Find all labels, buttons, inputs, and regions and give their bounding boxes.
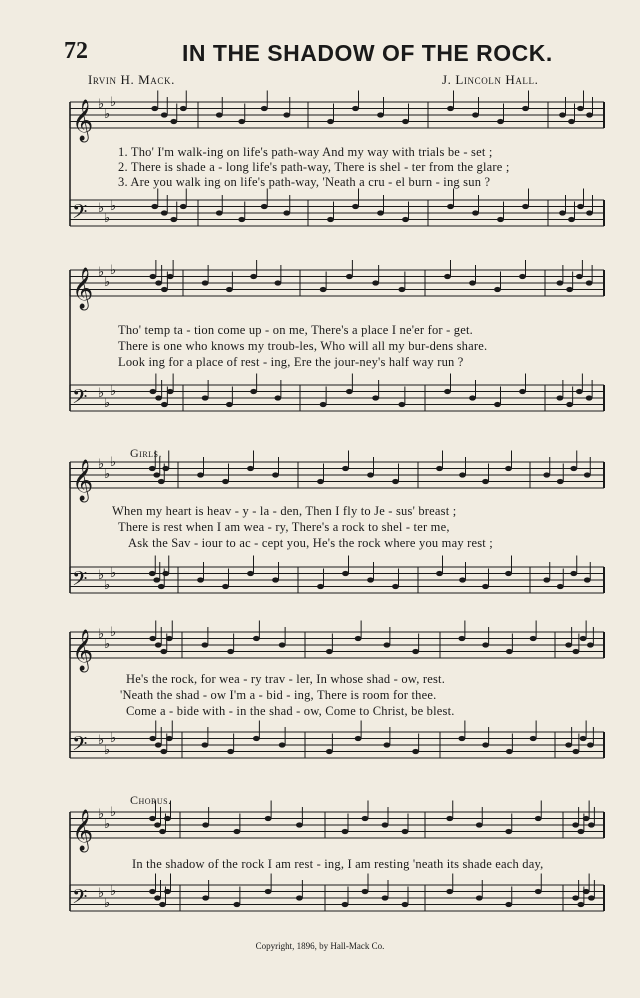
note-head bbox=[586, 112, 593, 117]
note-head bbox=[274, 280, 281, 285]
note-head bbox=[167, 274, 174, 279]
flat-icon: ♭ bbox=[104, 396, 111, 411]
note-head bbox=[160, 649, 167, 654]
note-head bbox=[587, 642, 594, 647]
note-head bbox=[586, 395, 593, 400]
note-head bbox=[197, 472, 204, 477]
note-head bbox=[216, 210, 223, 215]
lyric-verse-3: Come a - bide with - in the shad - ow, Come to Christ, be blest. bbox=[126, 704, 455, 718]
flat-icon: ♭ bbox=[98, 386, 105, 401]
note-head bbox=[162, 571, 169, 576]
note-head bbox=[444, 274, 451, 279]
lyric-verse-2: 'Neath the shad - ow I'm a - bid - ing, There is room for thee. bbox=[120, 688, 437, 702]
flat-icon: ♭ bbox=[110, 263, 117, 278]
note-head bbox=[566, 402, 573, 407]
note-head bbox=[577, 204, 584, 209]
note-head bbox=[576, 274, 583, 279]
flat-icon: ♭ bbox=[104, 896, 111, 911]
note-head bbox=[377, 210, 384, 215]
note-head bbox=[444, 389, 451, 394]
note-head bbox=[253, 636, 260, 641]
lyric-verse-1: When my heart is heav - y - la - den, Then I fly to Je - sus' breast ; bbox=[112, 504, 457, 518]
copyright-notice: Copyright, 1896, by Hall-Mack Co. bbox=[255, 941, 385, 951]
page-number: 72 bbox=[64, 38, 88, 64]
note-head bbox=[446, 889, 453, 894]
note-head bbox=[556, 280, 563, 285]
note-head bbox=[201, 742, 208, 747]
flat-icon: ♭ bbox=[110, 805, 117, 820]
note-head bbox=[570, 466, 577, 471]
note-head bbox=[494, 402, 501, 407]
note-head bbox=[247, 571, 254, 576]
note-head bbox=[265, 816, 272, 821]
treble-clef-icon: 𝄞 bbox=[72, 100, 94, 141]
flat-icon: ♭ bbox=[110, 455, 117, 470]
note-head bbox=[197, 577, 204, 582]
note-head bbox=[170, 119, 177, 124]
note-head bbox=[149, 571, 156, 576]
note-head bbox=[180, 204, 187, 209]
note-head bbox=[342, 829, 349, 834]
note-head bbox=[482, 742, 489, 747]
lyric-verse-1: 1. Tho' I'm walk-ing on life's path-way And my way with trials be - set ; bbox=[118, 145, 493, 159]
note-head bbox=[572, 822, 579, 827]
flat-icon: ♭ bbox=[98, 568, 105, 583]
music-system-4 bbox=[0, 620, 640, 795]
note-head bbox=[161, 112, 168, 117]
note-head bbox=[265, 889, 272, 894]
note-head bbox=[586, 280, 593, 285]
flat-icon: ♭ bbox=[110, 884, 117, 899]
flat-icon: ♭ bbox=[104, 107, 111, 122]
note-head bbox=[238, 217, 245, 222]
note-head bbox=[559, 210, 566, 215]
flat-icon: ♭ bbox=[104, 743, 111, 758]
note-head bbox=[519, 274, 526, 279]
note-head bbox=[583, 889, 590, 894]
note-head bbox=[367, 472, 374, 477]
music-system-1 bbox=[0, 90, 640, 250]
lyric-verse-3: Ask the Sav - iour to ac - cept you, He's the rock where you may rest ; bbox=[128, 536, 493, 550]
note-head bbox=[459, 472, 466, 477]
note-head bbox=[559, 112, 566, 117]
note-head bbox=[392, 479, 399, 484]
note-head bbox=[458, 736, 465, 741]
note-head bbox=[566, 287, 573, 292]
note-head bbox=[158, 584, 165, 589]
note-head bbox=[346, 389, 353, 394]
note-head bbox=[506, 649, 513, 654]
note-head bbox=[572, 895, 579, 900]
bass-clef-icon: 𝄢 bbox=[72, 200, 88, 228]
note-head bbox=[577, 829, 584, 834]
flat-icon: ♭ bbox=[110, 95, 117, 110]
note-head bbox=[149, 889, 156, 894]
note-head bbox=[372, 395, 379, 400]
note-head bbox=[355, 636, 362, 641]
note-head bbox=[402, 119, 409, 124]
note-head bbox=[577, 902, 584, 907]
note-head bbox=[155, 742, 162, 747]
treble-clef-icon: 𝄞 bbox=[72, 460, 94, 501]
note-head bbox=[161, 210, 168, 215]
lyric-verse-2: There is one who knows my troub-les, Who will all my bur-dens share. bbox=[118, 339, 488, 353]
note-head bbox=[586, 210, 593, 215]
hymn-title: IN THE SHADOW OF THE ROCK. bbox=[182, 40, 553, 66]
note-head bbox=[155, 395, 162, 400]
music-system-3 bbox=[0, 442, 640, 622]
note-head bbox=[201, 642, 208, 647]
note-head bbox=[412, 649, 419, 654]
note-head bbox=[482, 479, 489, 484]
flat-icon: ♭ bbox=[98, 733, 105, 748]
note-head bbox=[296, 895, 303, 900]
note-head bbox=[557, 479, 564, 484]
flat-icon: ♭ bbox=[98, 265, 105, 280]
note-head bbox=[447, 106, 454, 111]
note-head bbox=[320, 287, 327, 292]
lyricist-credit: Irvin H. Mack. bbox=[88, 72, 175, 87]
note-head bbox=[149, 389, 156, 394]
treble-clef-icon: 𝄞 bbox=[72, 268, 94, 309]
note-head bbox=[458, 636, 465, 641]
note-head bbox=[402, 829, 409, 834]
note-head bbox=[216, 112, 223, 117]
note-head bbox=[346, 274, 353, 279]
note-head bbox=[436, 466, 443, 471]
note-head bbox=[367, 577, 374, 582]
note-head bbox=[202, 395, 209, 400]
note-head bbox=[162, 466, 169, 471]
note-head bbox=[161, 287, 168, 292]
note-head bbox=[151, 106, 158, 111]
note-head bbox=[159, 829, 166, 834]
bass-clef-icon: 𝄢 bbox=[72, 885, 88, 913]
note-head bbox=[587, 742, 594, 747]
note-head bbox=[320, 402, 327, 407]
note-head bbox=[505, 466, 512, 471]
note-head bbox=[170, 217, 177, 222]
note-head bbox=[180, 106, 187, 111]
note-head bbox=[482, 642, 489, 647]
note-head bbox=[530, 736, 537, 741]
note-head bbox=[167, 389, 174, 394]
note-head bbox=[149, 274, 156, 279]
note-head bbox=[272, 577, 279, 582]
note-head bbox=[522, 106, 529, 111]
note-head bbox=[283, 112, 290, 117]
note-head bbox=[362, 816, 369, 821]
note-head bbox=[164, 889, 171, 894]
note-head bbox=[476, 895, 483, 900]
note-head bbox=[222, 479, 229, 484]
flat-icon: ♭ bbox=[98, 457, 105, 472]
flat-icon: ♭ bbox=[110, 625, 117, 640]
note-head bbox=[355, 736, 362, 741]
note-head bbox=[202, 822, 209, 827]
note-head bbox=[543, 577, 550, 582]
note-head bbox=[326, 649, 333, 654]
note-head bbox=[497, 217, 504, 222]
note-head bbox=[253, 736, 260, 741]
note-head bbox=[494, 287, 501, 292]
flat-icon: ♭ bbox=[104, 637, 111, 652]
flat-icon: ♭ bbox=[104, 578, 111, 593]
lyric-verse-2: There is rest when I am wea - ry, There's a rock to shel - ter me, bbox=[118, 520, 450, 534]
composer-credit: J. Lincoln Hall. bbox=[442, 72, 539, 87]
note-head bbox=[149, 636, 156, 641]
note-head bbox=[472, 112, 479, 117]
treble-clef-icon: 𝄞 bbox=[72, 810, 94, 851]
note-head bbox=[583, 816, 590, 821]
note-head bbox=[327, 119, 334, 124]
note-head bbox=[274, 395, 281, 400]
note-head bbox=[154, 895, 161, 900]
note-head bbox=[377, 112, 384, 117]
note-head bbox=[469, 280, 476, 285]
flat-icon: ♭ bbox=[98, 627, 105, 642]
note-head bbox=[398, 287, 405, 292]
note-head bbox=[565, 742, 572, 747]
note-head bbox=[247, 466, 254, 471]
note-head bbox=[326, 749, 333, 754]
note-head bbox=[161, 402, 168, 407]
lyric-chorus: In the shadow of the rock I am rest - ing, I am resting 'neath its shade each day, bbox=[132, 857, 544, 871]
note-head bbox=[497, 119, 504, 124]
note-head bbox=[155, 642, 162, 647]
note-head bbox=[447, 204, 454, 209]
note-head bbox=[505, 829, 512, 834]
note-head bbox=[279, 642, 286, 647]
note-head bbox=[382, 822, 389, 827]
flat-icon: ♭ bbox=[104, 817, 111, 832]
note-head bbox=[543, 472, 550, 477]
note-head bbox=[159, 902, 166, 907]
flat-icon: ♭ bbox=[98, 886, 105, 901]
lyric-verse-3: Look ing for a place of rest - ing, Ere the jour-ney's half way run ? bbox=[118, 355, 464, 369]
note-head bbox=[535, 889, 542, 894]
lyric-verse-1: Tho' temp ta - tion come up - on me, There's a place I ne'er for - get. bbox=[118, 323, 473, 337]
note-head bbox=[151, 204, 158, 209]
note-head bbox=[402, 902, 409, 907]
note-head bbox=[436, 571, 443, 576]
music-system-5 bbox=[0, 790, 640, 940]
note-head bbox=[342, 466, 349, 471]
note-head bbox=[279, 742, 286, 747]
note-head bbox=[342, 902, 349, 907]
note-head bbox=[392, 584, 399, 589]
lyric-verse-3: 3. Are you walk ing on life's path-way, 'Neath a cru - el burn - ing sun ? bbox=[118, 175, 491, 189]
flat-icon: ♭ bbox=[104, 275, 111, 290]
note-head bbox=[227, 749, 234, 754]
note-head bbox=[272, 472, 279, 477]
note-head bbox=[233, 902, 240, 907]
note-head bbox=[472, 210, 479, 215]
note-head bbox=[505, 571, 512, 576]
note-head bbox=[588, 822, 595, 827]
note-head bbox=[398, 402, 405, 407]
note-head bbox=[261, 204, 268, 209]
flat-icon: ♭ bbox=[98, 201, 105, 216]
note-head bbox=[238, 119, 245, 124]
note-head bbox=[166, 736, 173, 741]
note-head bbox=[362, 889, 369, 894]
note-head bbox=[149, 466, 156, 471]
note-head bbox=[250, 389, 257, 394]
note-head bbox=[327, 217, 334, 222]
flat-icon: ♭ bbox=[110, 199, 117, 214]
note-head bbox=[565, 642, 572, 647]
note-head bbox=[530, 636, 537, 641]
note-head bbox=[149, 816, 156, 821]
note-head bbox=[519, 389, 526, 394]
note-head bbox=[149, 736, 156, 741]
note-head bbox=[459, 577, 466, 582]
note-head bbox=[568, 217, 575, 222]
note-head bbox=[261, 106, 268, 111]
note-head bbox=[556, 395, 563, 400]
bass-clef-icon: 𝄢 bbox=[72, 385, 88, 413]
bass-clef-icon: 𝄢 bbox=[72, 732, 88, 760]
note-head bbox=[505, 902, 512, 907]
note-head bbox=[572, 649, 579, 654]
treble-clef-icon: 𝄞 bbox=[72, 630, 94, 671]
note-head bbox=[317, 584, 324, 589]
note-head bbox=[352, 106, 359, 111]
note-head bbox=[383, 642, 390, 647]
note-head bbox=[226, 287, 233, 292]
note-head bbox=[584, 577, 591, 582]
note-head bbox=[506, 749, 513, 754]
flat-icon: ♭ bbox=[110, 384, 117, 399]
note-head bbox=[250, 274, 257, 279]
note-head bbox=[352, 204, 359, 209]
note-head bbox=[233, 829, 240, 834]
note-head bbox=[402, 217, 409, 222]
note-head bbox=[584, 472, 591, 477]
lyric-verse-2: 2. There is shade a - long life's path-way, There is shel - ter from the glare ; bbox=[118, 160, 510, 174]
note-head bbox=[158, 479, 165, 484]
note-head bbox=[226, 402, 233, 407]
note-head bbox=[296, 822, 303, 827]
note-head bbox=[412, 749, 419, 754]
note-head bbox=[570, 571, 577, 576]
section-label-chorus: Chorus. bbox=[130, 793, 172, 807]
note-head bbox=[342, 571, 349, 576]
note-head bbox=[446, 816, 453, 821]
note-head bbox=[576, 389, 583, 394]
note-head bbox=[222, 584, 229, 589]
note-head bbox=[153, 577, 160, 582]
flat-icon: ♭ bbox=[110, 566, 117, 581]
note-head bbox=[572, 749, 579, 754]
note-head bbox=[372, 280, 379, 285]
note-head bbox=[160, 749, 167, 754]
note-head bbox=[476, 822, 483, 827]
note-head bbox=[155, 280, 162, 285]
note-head bbox=[382, 895, 389, 900]
note-head bbox=[227, 649, 234, 654]
note-head bbox=[283, 210, 290, 215]
note-head bbox=[383, 742, 390, 747]
note-head bbox=[482, 584, 489, 589]
flat-icon: ♭ bbox=[104, 211, 111, 226]
note-head bbox=[557, 584, 564, 589]
note-head bbox=[153, 472, 160, 477]
bass-clef-icon: 𝄢 bbox=[72, 567, 88, 595]
note-head bbox=[535, 816, 542, 821]
music-system-2 bbox=[0, 260, 640, 440]
note-head bbox=[164, 816, 171, 821]
flat-icon: ♭ bbox=[98, 807, 105, 822]
note-head bbox=[580, 736, 587, 741]
flat-icon: ♭ bbox=[104, 467, 111, 482]
note-head bbox=[577, 106, 584, 111]
section-label-girls: Girls. bbox=[130, 446, 163, 460]
lyric-verse-1: He's the rock, for wea - ry trav - ler, In whose shad - ow, rest. bbox=[126, 672, 446, 686]
note-head bbox=[522, 204, 529, 209]
note-head bbox=[588, 895, 595, 900]
note-head bbox=[580, 636, 587, 641]
note-head bbox=[202, 895, 209, 900]
note-head bbox=[154, 822, 161, 827]
note-head bbox=[166, 636, 173, 641]
note-head bbox=[317, 479, 324, 484]
note-head bbox=[469, 395, 476, 400]
note-head bbox=[202, 280, 209, 285]
flat-icon: ♭ bbox=[110, 731, 117, 746]
flat-icon: ♭ bbox=[98, 97, 105, 112]
note-head bbox=[568, 119, 575, 124]
